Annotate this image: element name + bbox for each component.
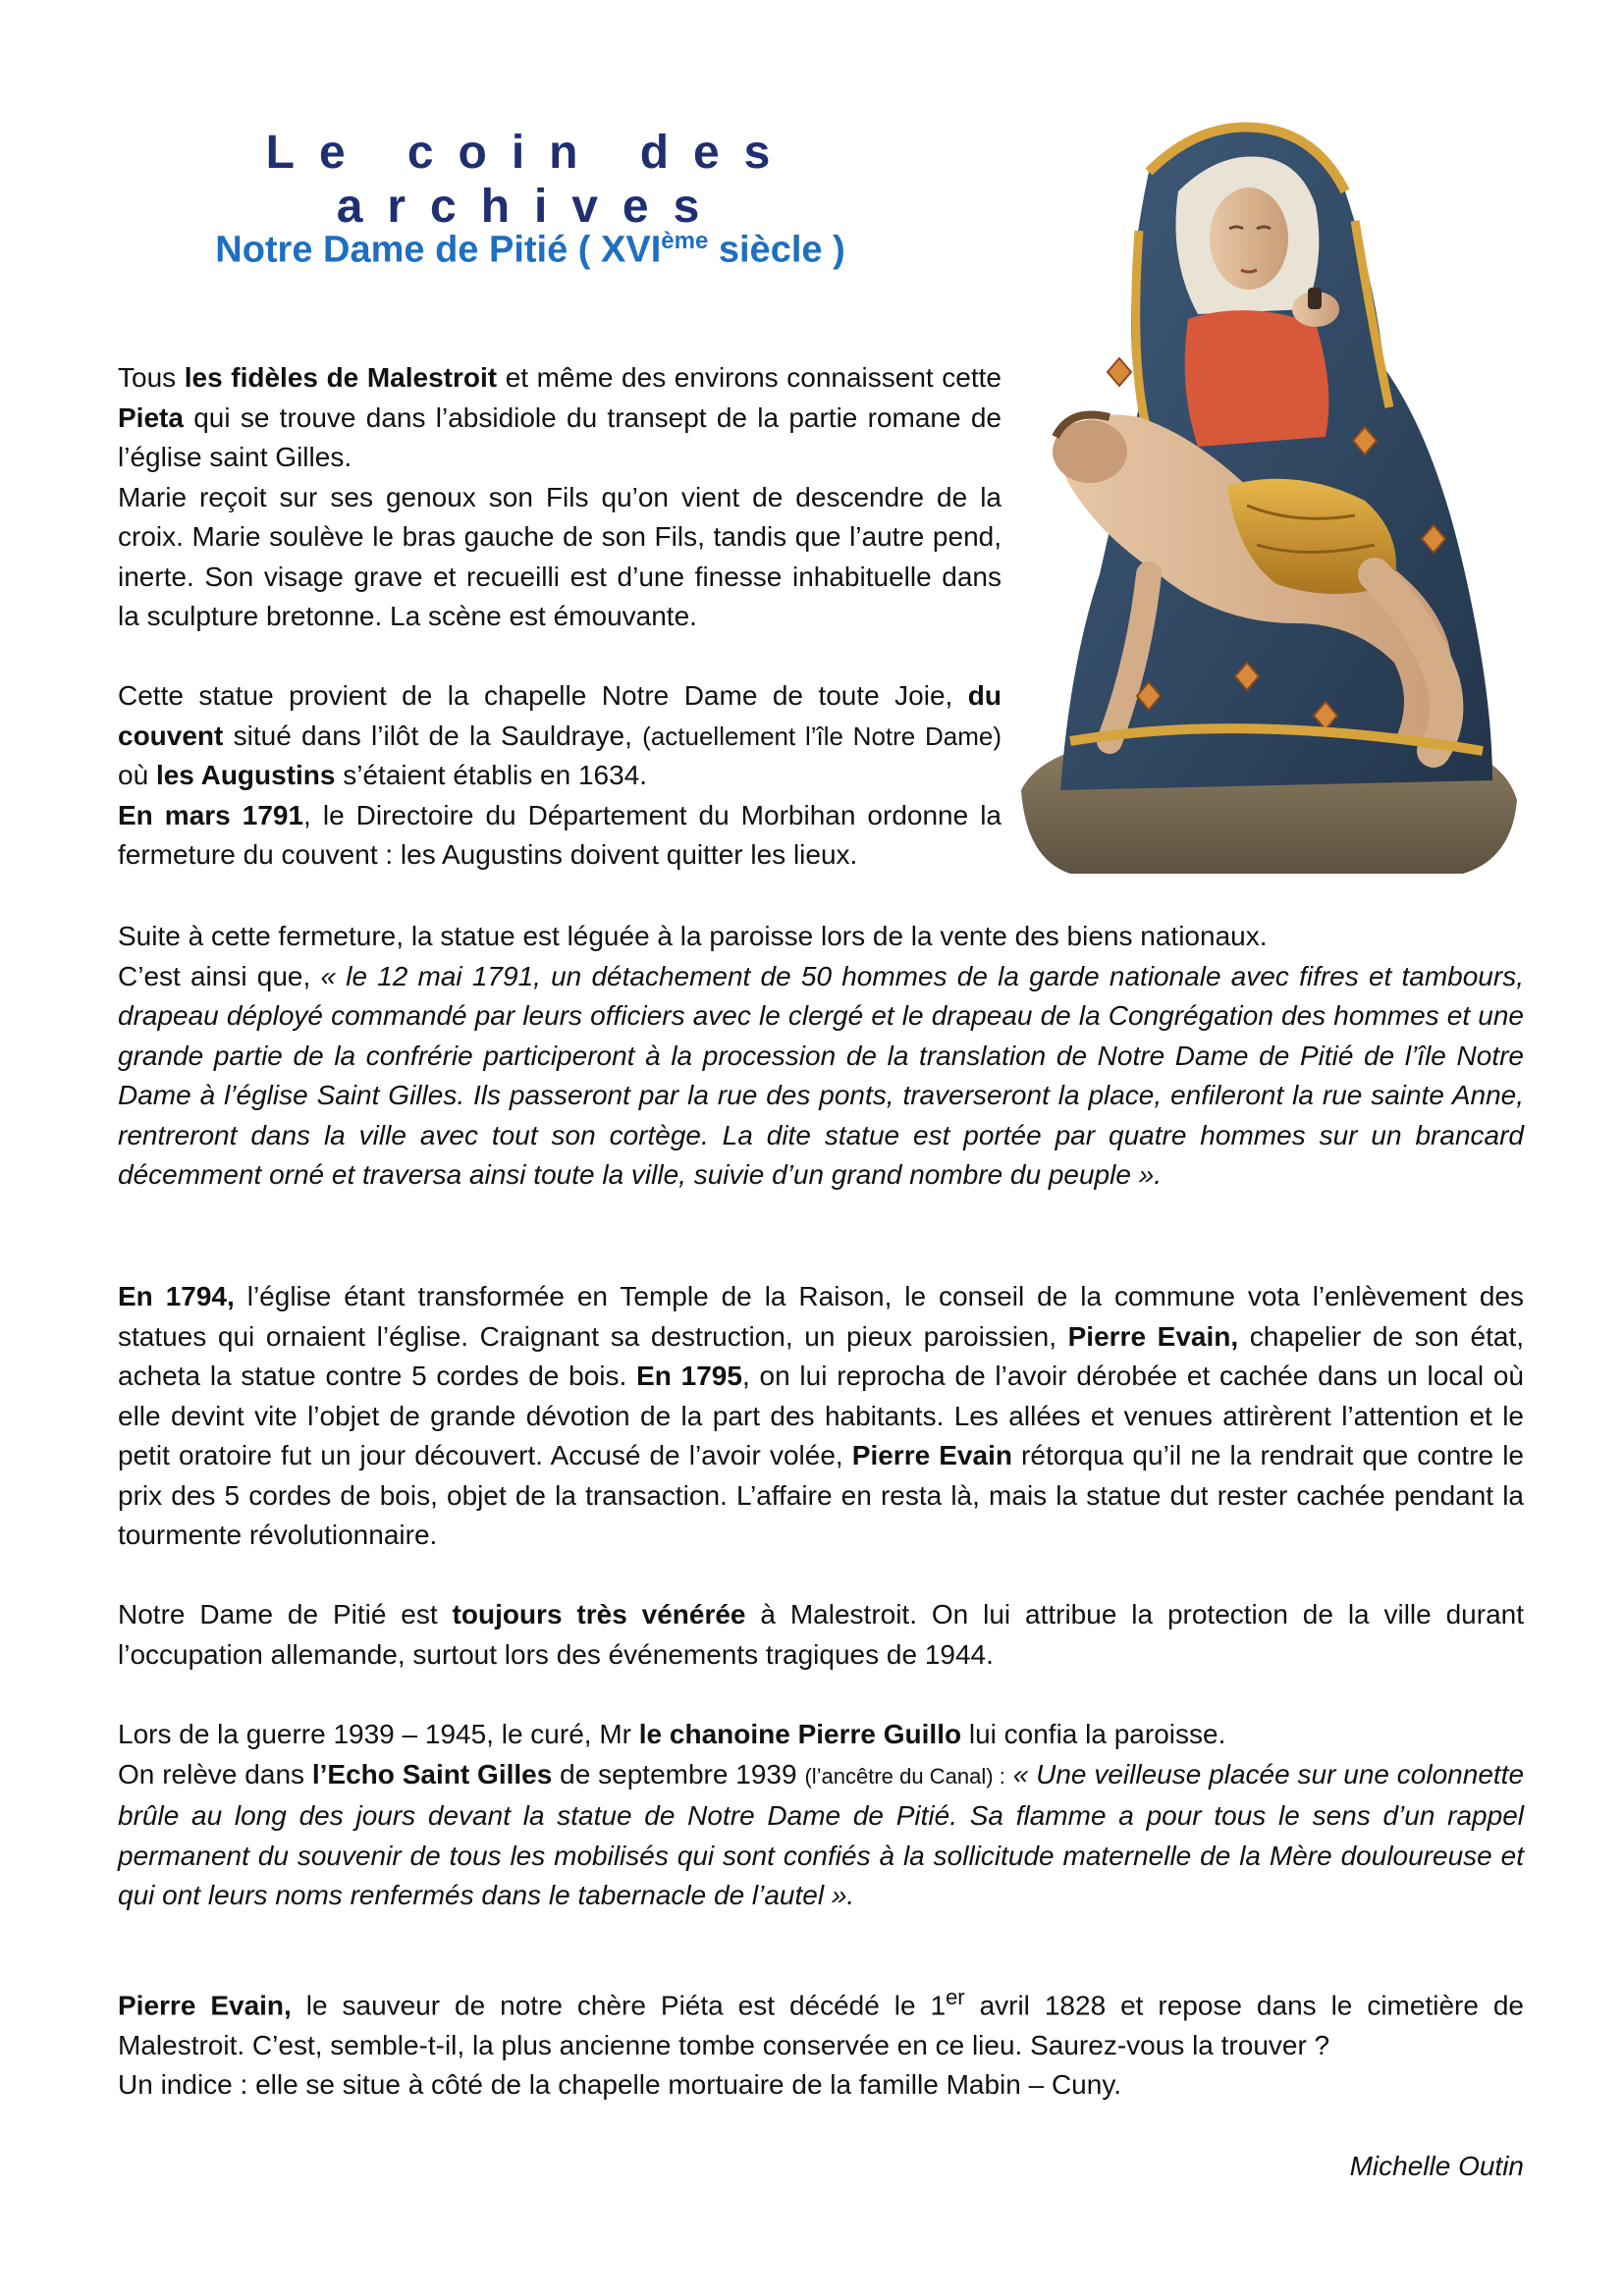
grave-block xyxy=(118,1978,1524,2106)
veneration-block xyxy=(118,1595,1524,1675)
author-signature: Michelle Outin xyxy=(1349,2151,1524,2181)
procession-block xyxy=(118,917,1524,1196)
paragraph: On relève dans l’Echo Saint Gilles de septembre 1939 (l’ancêtre du Canal) : « Une veilleuse placée sur une colonnette brûle au long des jours devant la statue de Notre Dame de Pitié. Sa flamme a pour tous le sens d’un rappel permanent du souvenir de tous les mobilisés qui sont confiés à la sollicitude maternelle de la Mère douloureuse et qui ont leurs noms renfermés dans le tabernacle de l’autel ». xyxy=(118,1758,1525,1910)
intro-block xyxy=(118,358,1001,876)
revolution-block xyxy=(118,1277,1524,1556)
page-subtitle: Notre Dame de Pitié ( XVIème siècle ) xyxy=(215,228,845,271)
paragraph: Suite à cette fermeture, la statue est léguée à la paroisse lors de la vente des biens nationaux. xyxy=(118,921,1268,951)
paragraph: Lors de la guerre 1939 – 1945, le curé, Mr le chanoine Pierre Guillo lui confia la paroisse. xyxy=(118,1719,1226,1749)
paragraph: Pierre Evain, le sauveur de notre chère Piéta est décédé le 1er avril 1828 et repose dans le cimetière de Malestroit. C’est, semble-t-il, la plus ancienne tombe conservée en ce lieu. Saurez-vous la trouver ? xyxy=(118,1985,1524,2060)
paragraph: Cette statue provient de la chapelle Notre Dame de toute Joie, du couvent situé dans l’ilôt de la Sauldraye, (actuellement l’île Notre Dame) où les Augustins s’étaient établis en 1634. xyxy=(118,680,1001,790)
paragraph: Notre Dame de Pitié est toujours très vénérée à Malestroit. On lui attribue la protection de la ville durant l’occupation allemande, surtout lors des événements tragiques de 1944. xyxy=(118,1599,1524,1670)
paragraph: Tous les fidèles de Malestroit et même des environs connaissent cette Pieta qui se trouve dans l’absidiole du transept de la partie romane de l’église saint Gilles. xyxy=(118,362,1001,472)
paragraph: C’est ainsi que, « le 12 mai 1791, un détachement de 50 hommes de la garde nationale avec fifres et tambours, drapeau déployé commandé par leurs officiers avec le clergé et le drapeau de la Congrégation des hommes et une grande partie de la confrérie participeront à la procession de la translation de Notre Dame de Pitié de l’île Notre Dame à l’église Saint Gilles. Ils passeront par la rue des ponts, traverseront la place, enfileront la rue sainte Anne, rentreront dans la ville avec tout son cortège. La dite statue est portée par quatre hommes sur un brancard décemment orné et traversa ainsi toute la ville, suivie d’un grand nombre du peuple ». xyxy=(118,960,1524,1190)
pieta-statue-image xyxy=(1001,113,1532,898)
paragraph: En 1794, l’église étant transformée en Temple de la Raison, le conseil de la commune vota l’enlèvement des statues qui ornaient l’église. Craignant sa destruction, un pieux paroissien, Pierre Evain, chapelier de son état, acheta la statue contre 5 cordes de bois. En 1795, on lui reprocha de l’avoir dérobée et cachée dans un local où elle devint vite l’objet de grande dévotion de la part des habitants. Les allées et venues attirèrent l’attention et le petit oratoire fut un jour découvert. Accusé de l’avoir volée, Pierre Evain rétorqua qu’il ne la rendrait que contre le prix des 5 cordes de bois, objet de la transaction. L’affaire en resta là, mais la statue dut rester cachée pendant la tourmente révolutionnaire. xyxy=(118,1281,1525,1550)
paragraph: En mars 1791, le Directoire du Département du Morbihan ordonne la fermeture du couvent : les Augustins doivent quitter les lieux. xyxy=(118,799,1001,870)
paragraph: Marie reçoit sur ses genoux son Fils qu’on vient de descendre de la croix. Marie soulève le bras gauche de son Fils, tandis que l’autre pend, inerte. Son visage grave et recueilli est d’une finesse inhabituelle dans la sculpture bretonne. La scène est émouvante. xyxy=(118,481,1001,631)
paragraph: Un indice : elle se situe à côté de la chapelle mortuaire de la famille Mabin – Cuny. xyxy=(118,2069,1122,2101)
page-title: Le coin des archives xyxy=(265,127,795,233)
war-block xyxy=(118,1715,1524,1916)
